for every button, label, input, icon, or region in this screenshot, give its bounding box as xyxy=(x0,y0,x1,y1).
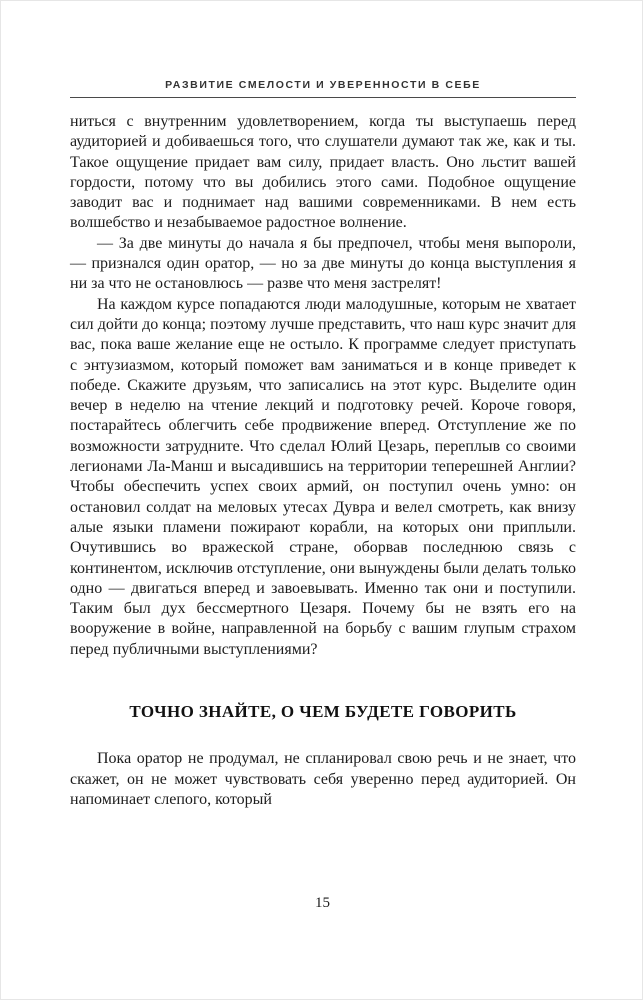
section-heading: ТОЧНО ЗНАЙТЕ, О ЧЕМ БУДЕТЕ ГОВОРИТЬ xyxy=(129,702,517,722)
body-paragraph: Пока оратор не продумал, не спланировал свою речь и не знает, что скажет, он не может чувствовать себя уверенно перед аудиторией. Он напоминает слепого, который xyxy=(70,750,576,808)
running-header: РАЗВИТИЕ СМЕЛОСТИ И УВЕРЕННОСТИ В СЕБЕ xyxy=(165,79,481,91)
body-paragraph: На каждом курсе попадаются люди малодушные, которым не хватает сил дойти до конца; поэтому лучше представить, что наш курс значит для вас, пока ваше желание еще не остыло. К программе следует приступать с энтузиазмом, который поможет вам заниматься и в конце приведет к победе. Скажите друзьям, что записались на этот курс. Выделите один вечер в неделю на чтение лекций и подготовку речей. Короче говоря, постарайтесь облегчить себе продвижение вперед. Отступление же по возможности затрудните. Что сделал Юлий Цезарь, переплыв со своими легионами Ла-Манш и высадившись на территории теперешней Англии? Чтобы обеспечить успех своих армий, он поступил очень умно: он остановил солдат на меловых утесах Дувра и велел смотреть, как внизу алые языки пламени пожирают корабли, на которых они приплыли. Очутившись во вражеской стране, оборвав последнюю связь с континентом, исключив отступление, они вынуждены были делать только одно — двигаться вперед и завоевывать. Именно так они и поступили. Таким был дух бессмертного Цезаря. Почему бы не взять его на вооружение в войне, направленной на борьбу с вашим глупым страхом перед публичными выступлениями? xyxy=(70,295,576,658)
page-number: 15 xyxy=(315,895,330,911)
header-rule xyxy=(70,97,576,98)
body-text xyxy=(70,112,576,810)
body-paragraph: — За две минуты до начала я бы предпочел, чтобы меня выпороли, — признался один оратор, — но за две минуты до конца выступления я ни за что не остановлюсь — разве что меня застрелят! xyxy=(70,234,576,293)
body-paragraph: ниться с внутренним удовлетворением, когда ты выступаешь перед аудиторией и добиваешься того, что слушатели думают так же, как и ты. Такое ощущение придает вам силу, придает власть. Оно льстит вашей гордости, потому что вы добились этого сами. Подобное ощущение заводит вас и поднимает над вашими современниками. В нем есть волшебство и незабываемое радостное волнение. xyxy=(70,113,576,232)
